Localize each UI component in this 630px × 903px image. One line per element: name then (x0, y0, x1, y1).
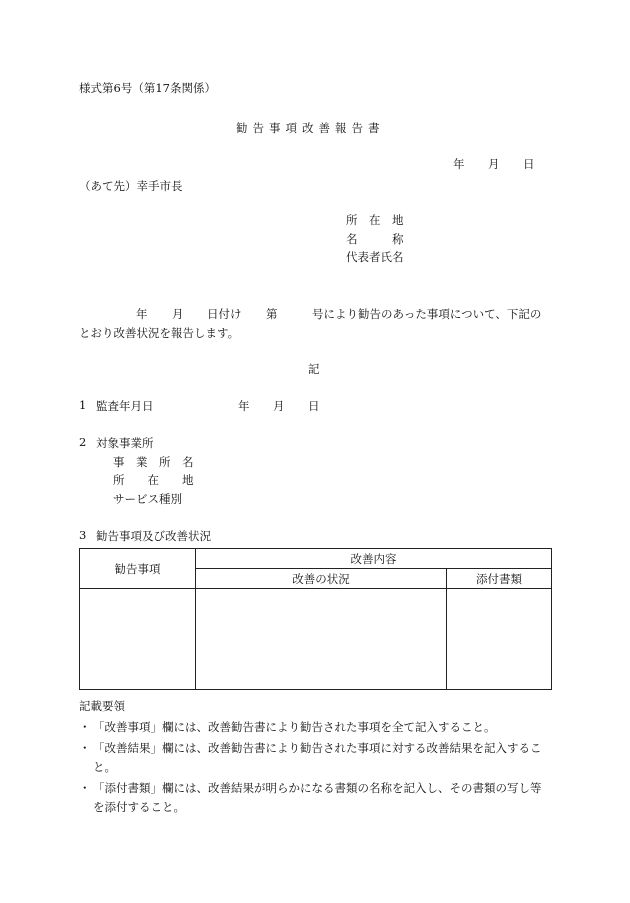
date-year-label: 年 (453, 157, 465, 171)
section-audit-day: 日 (308, 399, 320, 413)
date-month-label: 月 (488, 157, 500, 171)
note-bullet: ・ (79, 720, 91, 734)
notes-heading: 記載要領 (79, 699, 125, 713)
table-header-attachments: 添付書類 (447, 569, 552, 589)
section-table-heading (0, 528, 630, 544)
target-service-type-label: サービス種別 (113, 492, 182, 506)
target-location-label: 所 在 地 (113, 473, 194, 487)
ki-heading: 記 (308, 362, 320, 376)
reporter-name-label: 名 称 (346, 232, 404, 246)
section-audit-label: 監査年月日 (96, 399, 154, 413)
addressee: （あて先）幸手市長 (79, 179, 183, 193)
section-audit-year: 年 (238, 399, 250, 413)
body-year: 年 (136, 307, 148, 321)
improvement-table (79, 548, 552, 690)
note-item (79, 780, 579, 815)
reporter-representative-label: 代表者氏名 (346, 250, 404, 264)
target-facility-name-label: 事 業 所 名 (113, 455, 194, 469)
note-line: 「改善事項」欄には、改善勧告書により勧告された事項を全て記入すること。 (93, 720, 496, 734)
body-line-1 (0, 306, 630, 322)
note-item (79, 719, 579, 735)
note-bullet: ・ (79, 781, 91, 795)
date-line (0, 156, 630, 172)
section-audit (0, 398, 630, 414)
date-day-label: 日 (523, 157, 535, 171)
note-item (79, 740, 579, 775)
note-line: 「改善結果」欄には、改善勧告書により勧告された事項に対する改善結果を記入するこ (93, 741, 542, 755)
reporter-location-label: 所 在 地 (346, 213, 404, 227)
table-header-status: 改善の状況 (196, 569, 447, 589)
section-table-label: 勧告事項及び改善状況 (96, 529, 211, 543)
table-header-improvement: 改善内容 (196, 549, 552, 569)
table-header-recommendation: 勧告事項 (80, 549, 196, 589)
body-number-prefix: 第 (266, 307, 278, 321)
body-line1-suffix: 号により勧告のあった事項について、下記の (312, 307, 542, 321)
document-title: 勧告事項改善報告書 (236, 121, 385, 135)
section-target-label: 対象事業所 (96, 436, 154, 450)
table-cell-attachments[interactable] (447, 589, 552, 690)
section-audit-month: 月 (273, 399, 285, 413)
note-line-continued: を添付すること。 (93, 800, 185, 814)
form-header: 様式第6号（第17条関係） (79, 81, 216, 95)
table-cell-recommendation[interactable] (80, 589, 196, 690)
body-line-2: とおり改善状況を報告します。 (79, 326, 240, 340)
section-audit-num: 1 (79, 398, 87, 412)
note-line: 「添付書類」欄には、改善結果が明らかになる書類の名称を記入し、その書類の写し等 (93, 781, 542, 795)
section-table-num: 3 (79, 528, 87, 542)
note-line-continued: と。 (93, 760, 116, 774)
table-cell-status[interactable] (196, 589, 447, 690)
section-target-num: 2 (79, 435, 87, 449)
notes-section (79, 698, 579, 815)
section-target (0, 435, 630, 451)
note-bullet: ・ (79, 741, 91, 755)
body-month: 月 (172, 307, 184, 321)
body-dated: 日付け (207, 307, 242, 321)
